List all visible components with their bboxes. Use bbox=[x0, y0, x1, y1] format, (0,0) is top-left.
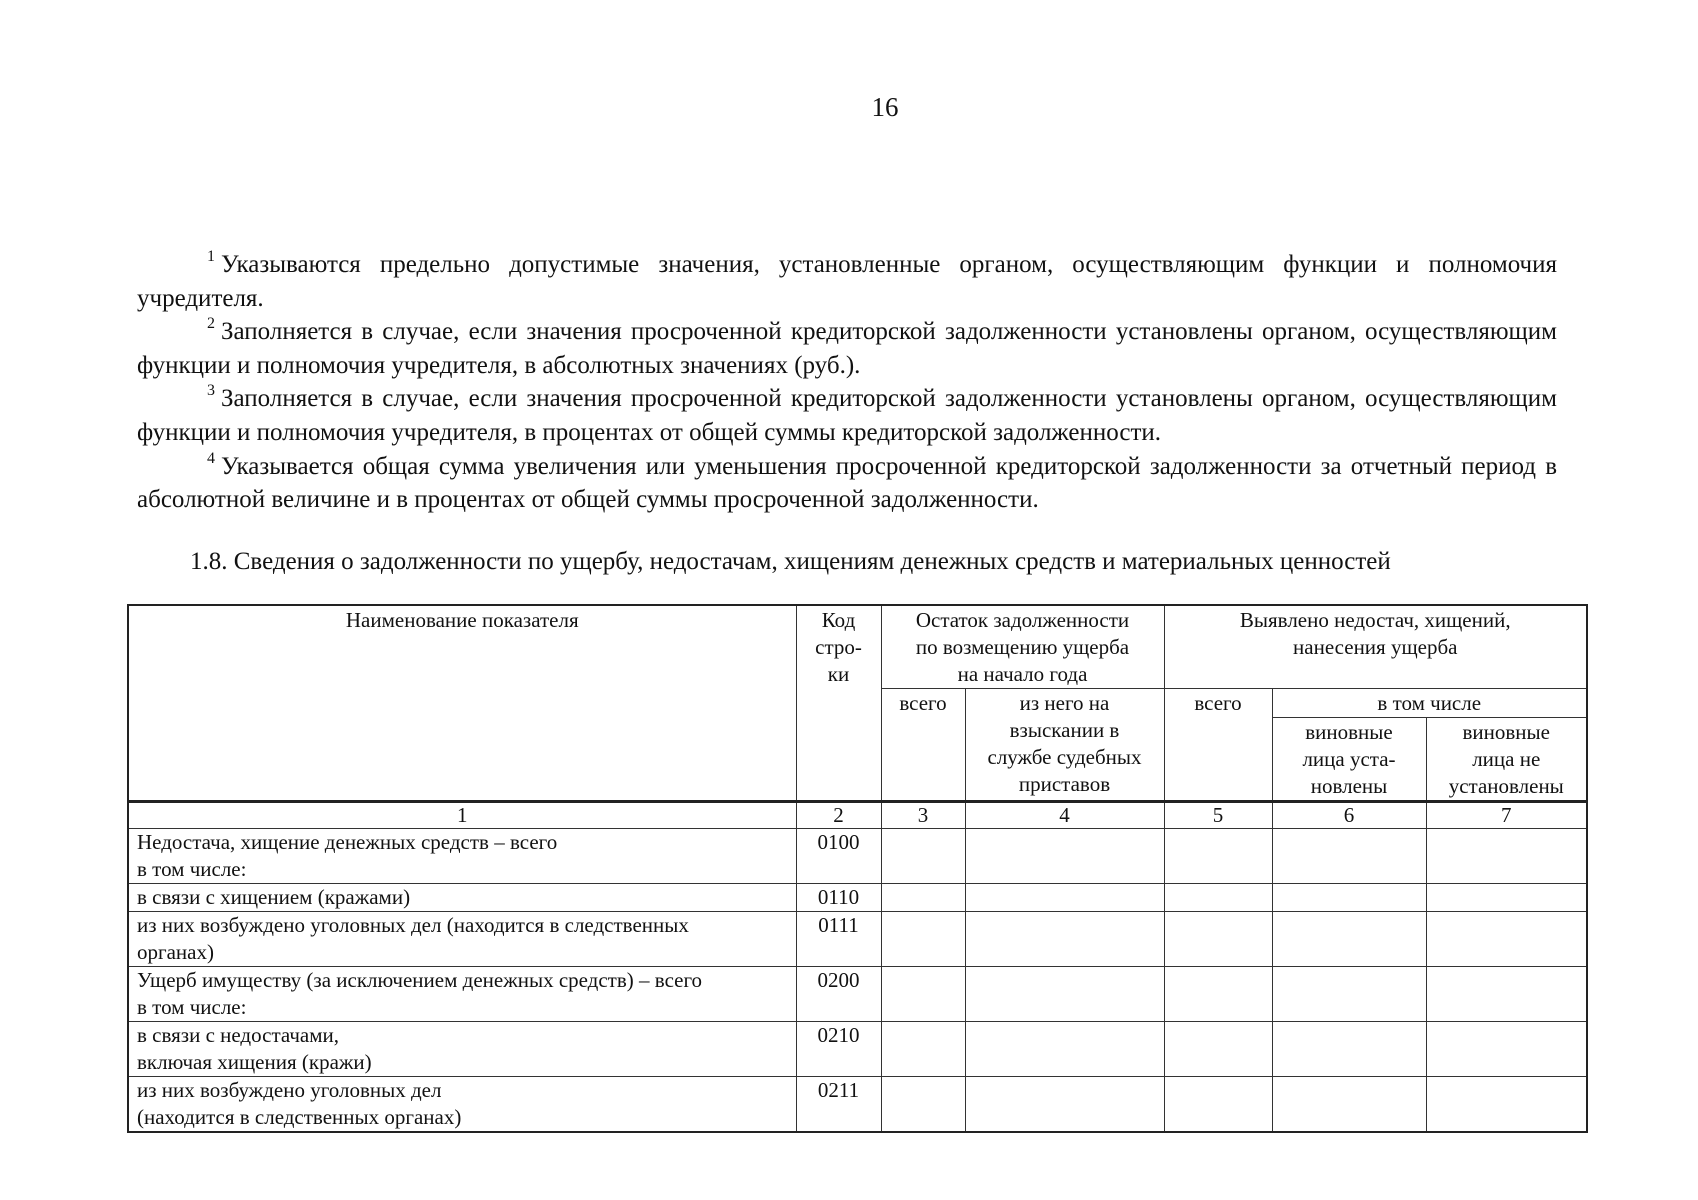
footnotes bbox=[137, 248, 1557, 517]
footnote-4 bbox=[137, 450, 1557, 517]
table-row bbox=[128, 967, 1587, 1022]
column-number: 3 bbox=[881, 802, 965, 829]
section-title: 1.8. Сведения о задолженности по ущербу, недостачам, хищениям денежных средств и материальных ценностей bbox=[190, 548, 1391, 575]
empty-cell[interactable] bbox=[1272, 967, 1426, 1022]
empty-cell[interactable] bbox=[1164, 912, 1272, 967]
header-culprits-established: виновные лица уста- новлены bbox=[1272, 718, 1426, 802]
empty-cell[interactable] bbox=[881, 1022, 965, 1077]
footnote-3 bbox=[137, 382, 1557, 449]
empty-cell[interactable] bbox=[1426, 829, 1587, 884]
header-total: всего bbox=[881, 689, 965, 802]
footnote-marker: 1 bbox=[207, 248, 215, 265]
row-label: Ущерб имуществу (за исключением денежных средств) – всего в том числе: bbox=[128, 967, 796, 1022]
empty-cell[interactable] bbox=[965, 1022, 1164, 1077]
header-name: Наименование показателя bbox=[128, 605, 796, 802]
empty-cell[interactable] bbox=[881, 1077, 965, 1133]
header-row-1 bbox=[128, 605, 1587, 689]
empty-cell[interactable] bbox=[965, 1077, 1164, 1133]
column-number: 7 bbox=[1426, 802, 1587, 829]
header-including: в том числе bbox=[1272, 689, 1587, 718]
footnote-text: Заполняется в случае, если значения просроченной кредиторской задолженности установлены органом, осуществляющим функции и полномочия учредителя, в абсолютных значениях (руб.). bbox=[137, 318, 1557, 379]
row-code: 0111 bbox=[796, 912, 881, 967]
row-code: 0211 bbox=[796, 1077, 881, 1133]
table-row bbox=[128, 1022, 1587, 1077]
header-code: Код стро- ки bbox=[796, 605, 881, 802]
empty-cell[interactable] bbox=[1272, 912, 1426, 967]
empty-cell[interactable] bbox=[1272, 829, 1426, 884]
column-number: 6 bbox=[1272, 802, 1426, 829]
debt-table bbox=[127, 604, 1588, 1133]
empty-cell[interactable] bbox=[965, 967, 1164, 1022]
empty-cell[interactable] bbox=[881, 884, 965, 912]
empty-cell[interactable] bbox=[1426, 884, 1587, 912]
row-label: в связи с недостачами, включая хищения (кражи) bbox=[128, 1022, 796, 1077]
header-culprits-not-established: виновные лица не установлены bbox=[1426, 718, 1587, 802]
empty-cell[interactable] bbox=[965, 912, 1164, 967]
row-label: из них возбуждено уголовных дел (находится в следственных органах) bbox=[128, 1077, 796, 1133]
row-code: 0110 bbox=[796, 884, 881, 912]
column-number: 4 bbox=[965, 802, 1164, 829]
empty-cell[interactable] bbox=[881, 967, 965, 1022]
table-row bbox=[128, 829, 1587, 884]
empty-cell[interactable] bbox=[1164, 1077, 1272, 1133]
empty-cell[interactable] bbox=[1426, 1022, 1587, 1077]
empty-cell[interactable] bbox=[881, 912, 965, 967]
footnote-marker: 2 bbox=[207, 315, 215, 333]
empty-cell[interactable] bbox=[1272, 884, 1426, 912]
empty-cell[interactable] bbox=[965, 884, 1164, 912]
empty-cell[interactable] bbox=[1272, 1077, 1426, 1133]
page-number: 16 bbox=[871, 92, 899, 122]
footnote-text: Указывается общая сумма увеличения или уменьшения просроченной кредиторской задолженности за отчетный период в абсолютной величине и в процентах от общей суммы просроченной задолженности. bbox=[137, 452, 1557, 514]
empty-cell[interactable] bbox=[965, 829, 1164, 884]
empty-cell[interactable] bbox=[1164, 1022, 1272, 1077]
table-row bbox=[128, 912, 1587, 967]
row-code: 0200 bbox=[796, 967, 881, 1022]
table-row bbox=[128, 1077, 1587, 1133]
row-label: из них возбуждено уголовных дел (находится в следственных органах) bbox=[128, 912, 796, 967]
table-row bbox=[128, 884, 1587, 912]
column-number: 5 bbox=[1164, 802, 1272, 829]
header-balance: Остаток задолженности по возмещению ущерба на начало года bbox=[881, 605, 1164, 689]
header-detected: Выявлено недостач, хищений, нанесения ущерба bbox=[1164, 605, 1587, 689]
empty-cell[interactable] bbox=[1164, 967, 1272, 1022]
empty-cell[interactable] bbox=[1426, 967, 1587, 1022]
row-code: 0100 bbox=[796, 829, 881, 884]
empty-cell[interactable] bbox=[881, 829, 965, 884]
row-label: в связи с хищением (кражами) bbox=[128, 884, 796, 912]
column-number-row bbox=[128, 802, 1587, 829]
footnote-1 bbox=[137, 248, 1557, 315]
column-number: 1 bbox=[128, 802, 796, 829]
empty-cell[interactable] bbox=[1426, 1077, 1587, 1133]
row-label: Недостача, хищение денежных средств – всего в том числе: bbox=[128, 829, 796, 884]
empty-cell[interactable] bbox=[1164, 884, 1272, 912]
header-bailiff: из него на взыскании в службе судебных приставов bbox=[965, 689, 1164, 802]
footnote-2 bbox=[137, 315, 1557, 382]
row-code: 0210 bbox=[796, 1022, 881, 1077]
empty-cell[interactable] bbox=[1426, 912, 1587, 967]
empty-cell[interactable] bbox=[1272, 1022, 1426, 1077]
footnote-marker: 4 bbox=[207, 449, 215, 467]
footnote-text: Указываются предельно допустимые значения, установленные органом, осуществляющим функции и полномочия учредителя. bbox=[137, 251, 1557, 312]
footnote-marker: 3 bbox=[207, 382, 215, 400]
empty-cell[interactable] bbox=[1164, 829, 1272, 884]
header-detected-total: всего bbox=[1164, 689, 1272, 802]
footnote-text: Заполняется в случае, если значения просроченной кредиторской задолженности установлены органом, осуществляющим функции и полномочия учредителя, в процентах от общей суммы кредиторской задолженности. bbox=[137, 385, 1557, 446]
column-number: 2 bbox=[796, 802, 881, 829]
